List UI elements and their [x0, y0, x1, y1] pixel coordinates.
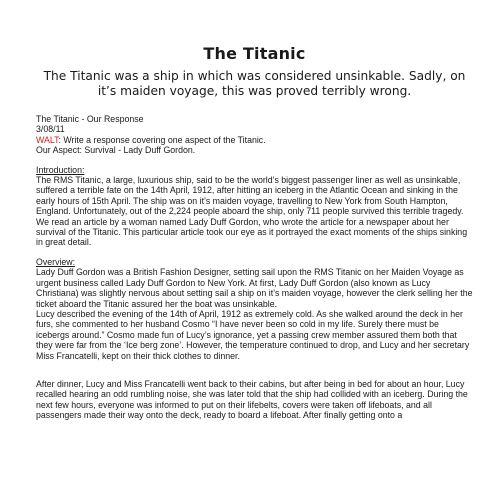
story-paragraph-1: After dinner, Lucy and Miss Francatelli went back to their cabins, but after being in bed for about an hour, Lucy recalled hearing an odd rumbling noise, she was later told that the ship had collided with an iceberg. During the next few hours, everyone was informed to put on their lifebelts, covers were taken off lifeboats, and all passengers made their way onto the deck, ready to board a lifeboat. After finally getting onto a — [36, 378, 468, 421]
walt-line — [36, 135, 473, 145]
story-section — [36, 379, 473, 421]
section-gap — [36, 361, 473, 379]
introduction-paragraph-2: We read an article by a woman named Lady Duff Gordon, who wrote the article for a newspaper about her survival of the Titanic. This particular article took our eye as it portrayed the exact moments of the ships sinking in great detail. — [36, 216, 468, 248]
overview-heading: Overview: — [36, 256, 76, 267]
introduction-section — [36, 175, 473, 248]
document-subtitle: The Titanic was a ship in which was considered unsinkable. Sadly, on it’s maiden voyage, this was proved terribly wrong. — [43, 69, 466, 98]
date-line: 3/08/11 — [36, 124, 65, 135]
introduction-paragraph-1: The RMS Titanic, a large, luxurious ship, said to be the world’s biggest passenger liner as well as unsinkable, suffered a terrible fate on the 14th April, 1912, after hitting an iceberg in the Atlantic Ocean and sinking in the early hours of 15th April. The ship was on it’s maiden voyage, travelling to New York from South Hampton, England. Unfortunately, out of the 2,224 people aboard the ship, only 711 people survived this terrible tragedy. — [36, 175, 464, 217]
walt-text: : Write a response covering one aspect of the Titanic. — [58, 134, 266, 145]
overview-paragraph-2: Lucy described the evening of the 14th of April, 1912 as extremely cold. As she walked around the deck in her furs, she commented to her husband Cosmo “I have never been so cold in my life. Surely there must be icebergs around.” Cosmo made fun of Lucy’s ignorance, yet a passing crew member assured them both that they were far from the ‘Ice berg zone’. However, the temperature continued to drop, and Lucy and her secretary Miss Francatelli, kept on their thick clothes to dinner. — [36, 308, 470, 361]
walt-label: WALT — [36, 134, 59, 145]
response-header-line: The Titanic - Our Response — [36, 114, 144, 124]
overview-section — [36, 267, 473, 361]
overview-paragraph-1: Lady Duff Gordon was a British Fashion Designer, setting sail upon the RMS Titanic on her Maiden Voyage as urgent business called Lady Duff Gordon to New York. At first, Lady Duff Gordon (also known as Lucy Christiana) was slightly nervous about setting sail a ship on it’s maiden voyage, however the clerk selling her the ticket aboard the Titanic assured her the boat was unsinkable. — [36, 267, 473, 309]
document-title: The Titanic — [203, 44, 306, 63]
aspect-line: Our Aspect: Survival - Lady Duff Gordon. — [36, 145, 196, 156]
introduction-heading: Introduction: — [36, 164, 85, 175]
